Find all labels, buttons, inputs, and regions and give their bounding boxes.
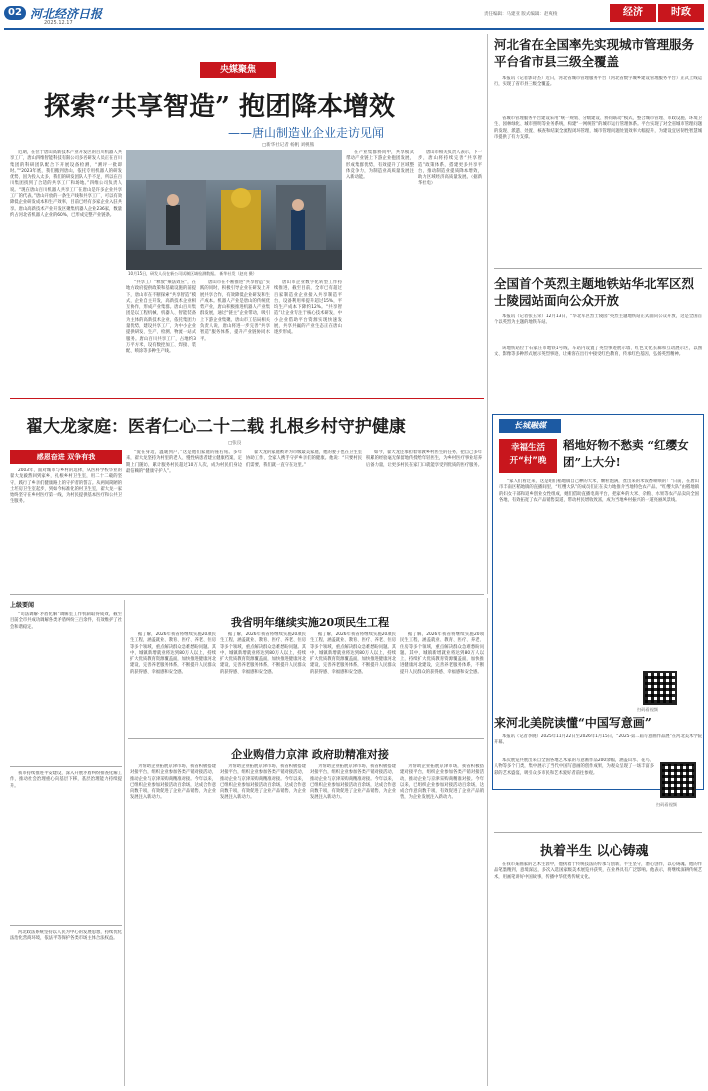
lead-body-col2: “共享工厂”释放“乘法效应”，在地方政府提供政策和基础设施的前提下，唐山市在不断探索“共享智造”模式，企业自主开发，高新技术企业相互协作，形成产业集群。唐山百川集团是以工程机械、机器人、智能装备为主体的高新技术企业，依托集团力量优势，建设共享工厂，为中小企业提供研发、生产、检测、物流一站式服务。唐山百川共享工厂，占地约3万平方米，设有数控加工、焊接、装配、喷涂等多种生产线。 (126, 280, 196, 355)
lead-body-col6: 唐山市相关负责人表示，下一步，唐山将持续完善“共享智造”政策体系，搭建更多共享平台，推动制造业提质降本增效，助力区域经济高质量发展。（据新华社电） (418, 150, 482, 187)
lead-body-col1: 近期，在位于唐山高新技术产业开发区的百川机器人共享工厂，唐山四维智能科技有限公司多名研发人员正在百川集团的科研团队配合下开展设备检测，“测评一批即时。”“2023年底，我们搬到唐山，依托专用机器人的研发优势，因为投入太多，我们的研发团队人手不足，所以在百川集团找到了合适的共享工厂和场地。”四维公司负责人说。“现在唐山百川机器人共享工厂在唐山是许多企业共享工厂的代表。”唐山开放的一条生产线和共享工厂，可以有效降低企业研发成本和生产效率，目前已经有多家企业入驻共享。唐山高新技术产业开发区聚集机器人企业236家，数量约占河北省机器人企业的60%，已形成完整产业链条。 (10, 150, 122, 218)
lead-body-col5: 在产业集群协同中，共享模式带动产业链上下游企业抱团发展，形成集群优势，有效提升了区域整体竞争力，为制造业高质量发展注入新动能。 (346, 150, 414, 181)
news4-qr-label: 扫码看视频 (656, 802, 677, 807)
article4-col1: 为帮助企业拓展京津市场，我省积极搭建对接平台，组织企业参加各类产销对接活动，推动企业与京津采购商精准对接。今年以来，已组织企业参加对接活动百余场，达成合作意向数千项，有效促进了企业产品销售，为企业发展注入新动力。 (130, 764, 216, 801)
article2-col1: 2003年，面对城市与乡村的选择，从医科学校毕业的翟大龙毅然回到家乡，扎根乡村卫生室，用二十二载的坚守，践行了乡亲们健康路上的守护者的誓言。从两间简陋的土坯房卫生室起步，到如今标准化的村卫生室，翟大龙一家始终坚守在乡村医疗第一线，为村民提供基本医疗和公共卫生服务。 (10, 468, 122, 505)
news2-body: 该地铁站位于石家庄市地铁1号线，车站内设置了英烈事迹展示墙、红色文化长廊和互动展示区，以图文、影像等多种形式展示英烈事迹，让乘客在出行中接受红色教育，传承红色基因，弘扬英烈精神。 (494, 346, 702, 358)
brief-item: “司法调解·矛盾化解”调解室工作机制取得成效，截至目前全市共成功调解各类矛盾纠纷三百余件，有效维护了社会和谐稳定。 (10, 612, 122, 630)
lead-photo (126, 150, 342, 270)
editor-line: 责任编辑：马建亚 版式编辑：赵爽棱 (484, 12, 558, 17)
media-title: 稻地好物不愁卖 “红缨女团”上大分! (563, 438, 689, 469)
lead-body-col3: 唐山市在不断推进“共享智造”实践的同时，积极引导企业在研发上开展共享合作，有效降低企业研发和生产成本。机器人产业是唐山的传统优势产业，唐山积极推进机器人产业集群发展，通过“链主”企业带动，吸引上下游企业集聚。唐山市工信局相关负责人说，唐山将进一步完善“共享智造”服务体系，提升产业链协同水平。 (200, 280, 270, 342)
lead-photo-caption: 10月15日，研发人员在新公司试制区域检测数据。 新华社发（赵亮 摄） (128, 271, 257, 276)
masthead (4, 4, 704, 26)
news2-lead: 本报讯（记者张玉荣）12月13日，“华北军区烈士陵园”英烈主题地铁站正式面向公众开放，这是全国首个以英烈为主题的地铁车站。 (494, 314, 702, 326)
news4-title: 来河北美院读懂“中国写意画” (494, 716, 652, 730)
paper-name: 河北经济日报 (30, 7, 103, 21)
article4-col3: 为帮助企业拓展京津市场，我省积极搭建对接平台，组织企业参加各类产销对接活动，推动企业与京津采购商精准对接。今年以来，已组织企业参加对接活动百余场，达成合作意向数千项，有效促进了企业产品销售，为企业发展注入新动力。 (310, 764, 396, 801)
section-tab-economy: 经济 (610, 4, 656, 22)
news5-body: 在我市某画家的艺术生涯中，他执着于传统技法的传承与创新，半生坚守，潜心创作，以心铸魂。他的作品笔墨精到，意境深远，多次入选国家级美术展览并获奖，在业界具有广泛影响。他表示，将继续深耕传统艺术，用画笔讲好中国故事，传播中华优秀传统文化。 (494, 862, 702, 880)
issue-date: 2025.12.17 (44, 20, 73, 26)
article2-title: 翟大龙家庭：医者仁心二十二载 扎根乡村守护健康 (26, 417, 406, 437)
news1-body: 省城市管理服务平台建设采用“统一规划、分级建设、协同联动”模式，整合城市管理、市政设施、环境卫生、园林绿化、城市照明等业务系统，构建“一网统管”的城市运行管理体系。平台实现了对全省城市管理问题的发现、派遣、处置、核查和结案全流程闭环管理，城市管理问题处置效率大幅提升，为建设宜居韧性智慧城市提供了有力支撑。 (494, 116, 702, 140)
article4-title: 企业购借力京津 政府助精准对接 (231, 748, 389, 761)
media-qr-code[interactable] (643, 671, 677, 705)
article3-title: 我省明年继续实施20项民生工程 (230, 616, 390, 629)
article2-col2: “爱在身边，温暖到户，”这是他们家庭的座右铭。多年来，翟大龙坚持为村里的老人、慢性病患者建立健康档案，定期上门随访，累计服务村民超过10万人次，成为村民们身边最信赖的“健康守护人”。 (126, 450, 242, 474)
factory-scene (126, 150, 342, 270)
article2-col4: 如今，翟大龙还承担着带教乡村医生的任务，把自己多年积累的经验毫无保留地传授给年轻医生，为乡村医疗事业培养后备力量，让更多村民在家门口就能享受到优质的医疗服务。 (366, 450, 482, 468)
article3-col2: 据了解，2026年我省将继续实施20项民生工程，涵盖就业、教育、医疗、养老、住房等多个领域，重点解决群众急难愁盼问题。其中，城镇新增就业将达到80万人以上，持续扩大优质教育资源覆盖面，加快推进健康河北建设，完善养老服务体系，不断提升人民群众的获得感、幸福感和安全感。 (220, 632, 306, 675)
article3-col4: 据了解，2026年我省将继续实施20项民生工程，涵盖就业、教育、医疗、养老、住房等多个领域，重点解决群众急难愁盼问题。其中，城镇新增就业将达到80万人以上，持续扩大优质教育资源覆盖面，加快推进健康河北建设，完善养老服务体系，不断提升人民群众的获得感、幸福感和安全感。 (400, 632, 484, 675)
brief-item: 我市持续推进平安建设，深入开展矛盾纠纷排查化解工作，推动社会治理重心向基层下移，基层治理能力持续提升。 (10, 771, 122, 789)
media-qr-label: 扫码看视频 (637, 707, 658, 712)
article3-col1: 据了解，2026年我省将继续实施20项民生工程，涵盖就业、教育、医疗、养老、住房等多个领域，重点解决群众急难愁盼问题。其中，城镇新增就业将达到80万人以上，持续扩大优质教育资源覆盖面，加快推进健康河北建设，完善养老服务体系，不断提升人民群众的获得感、幸福感和安全感。 (130, 632, 216, 675)
briefs-title: 上级要闻 (10, 602, 35, 609)
header-rule (4, 28, 704, 30)
article3-col3: 据了解，2026年我省将继续实施20项民生工程，涵盖就业、教育、医疗、养老、住房等多个领域，重点解决群众急难愁盼问题。其中，城镇新增就业将达到80万人以上，持续扩大优质教育资源覆盖面，加快推进健康河北建设，完善养老服务体系，不断提升人民群众的获得感、幸福感和安全感。 (310, 632, 396, 675)
article4-col2: 为帮助企业拓展京津市场，我省积极搭建对接平台，组织企业参加各类产销对接活动，推动企业与京津采购商精准对接。今年以来，已组织企业参加对接活动百余场，达成合作意向数千项，有效促进了企业产品销售，为企业发展注入新动力。 (220, 764, 306, 801)
section-tab-politics: 时政 (658, 4, 704, 22)
page-number-badge: 02 (4, 6, 26, 20)
lead-banner: 央媒聚焦 (200, 62, 276, 78)
media-banner: 长城融媒 (499, 419, 561, 433)
article2-banner: 感恩奋进 双争有我 (10, 450, 122, 464)
media-body: “家人们看过来，这是咱们稻地镇自己种的大米，颗粒饱满，煮出来的米饭香喷喷的！”日前，在唐山市丰南区稻地镇的直播间里，“红缨大队”的成员们正在卖力地推介当地特色农产品。“红缨大队”由稻地镇的妇女干部和返乡创业女性组成，她们借助直播电商平台，把家乡的大米、杂粮、水果等农产品卖向全国各地，有效拓宽了农产品销售渠道，带动村民增收致富，成为当地乡村振兴的一道亮丽风景线。 (499, 479, 699, 503)
lead-byline: □新华社记者 杨帆 刘桃熊 (262, 143, 315, 148)
article2-author: □张良 (228, 441, 242, 446)
news1-lead: 本报讯（记者郭诗杰）近日，河北省城市管理服务平台（河北省数字城乡建设管理服务平台）正式上线运行，实现了省市县三级全覆盖。 (494, 76, 702, 88)
article2-col3: 翟大龙的家庭被评为市级最美家庭，他的妻子也在卫生室协助工作，全家人携手守护乡亲们的健康。他说：“只要村民们需要，我们就一直守在这里。” (246, 450, 362, 468)
news4-qr-code[interactable] (660, 762, 696, 798)
news5-title: 执着半生 以心铸魂 (540, 844, 649, 859)
media-highlight: 幸福生活开“村”晚 (499, 439, 557, 473)
news4-body: 本次展览共展出来自全国各地艺术家的写意画作品200余幅，涵盖山水、花鸟、人物等多个门类，集中展示了当代中国写意画的创作成果，为观众呈现了一场丰富多彩的艺术盛宴，吸引众多市民和艺术爱好者前往参观。 (494, 758, 654, 776)
news2-title: 全国首个英烈主题地铁站华北军区烈士陵园站面向公众开放 (494, 276, 695, 308)
lead-title: 探索“共享智造” 抱团降本增效 (44, 92, 395, 122)
news4-lead: 本报讯（记者李晓）2025年11月22日至2026年1月15日，“2025·第二届写意画作品展”在河北美术学院开幕。 (494, 734, 702, 746)
brief-item: 河北政法系统坚持以人民为中心的发展思想，持续优化法治化营商环境，依法平等保护各类市场主体合法权益。 (10, 930, 122, 942)
article4-col4: 为帮助企业拓展京津市场，我省积极搭建对接平台，组织企业参加各类产销对接活动，推动企业与京津采购商精准对接。今年以来，已组织企业参加对接活动百余场，达成合作意向数千项，有效促进了企业产品销售，为企业发展注入新动力。 (400, 764, 484, 801)
briefs-column (10, 600, 122, 1086)
news1-title: 河北省在全国率先实现城市管理服务平台省市县三级全覆盖 (494, 37, 695, 69)
lead-body-col4: 唐山市企业数字化转型工作持续推进，截至目前，全市已有超过百家制造业企业接入共享制造平台，设备利用率提升超过15%，平均生产成本下降约12%。“共享智造”让企业专注于核心技术研发，中小企业借助平台资源实现快速发展，共享共赢的产业生态正在唐山逐步形成。 (274, 280, 342, 336)
lead-subtitle: ——唐山制造业企业走访见闻 (228, 126, 385, 140)
